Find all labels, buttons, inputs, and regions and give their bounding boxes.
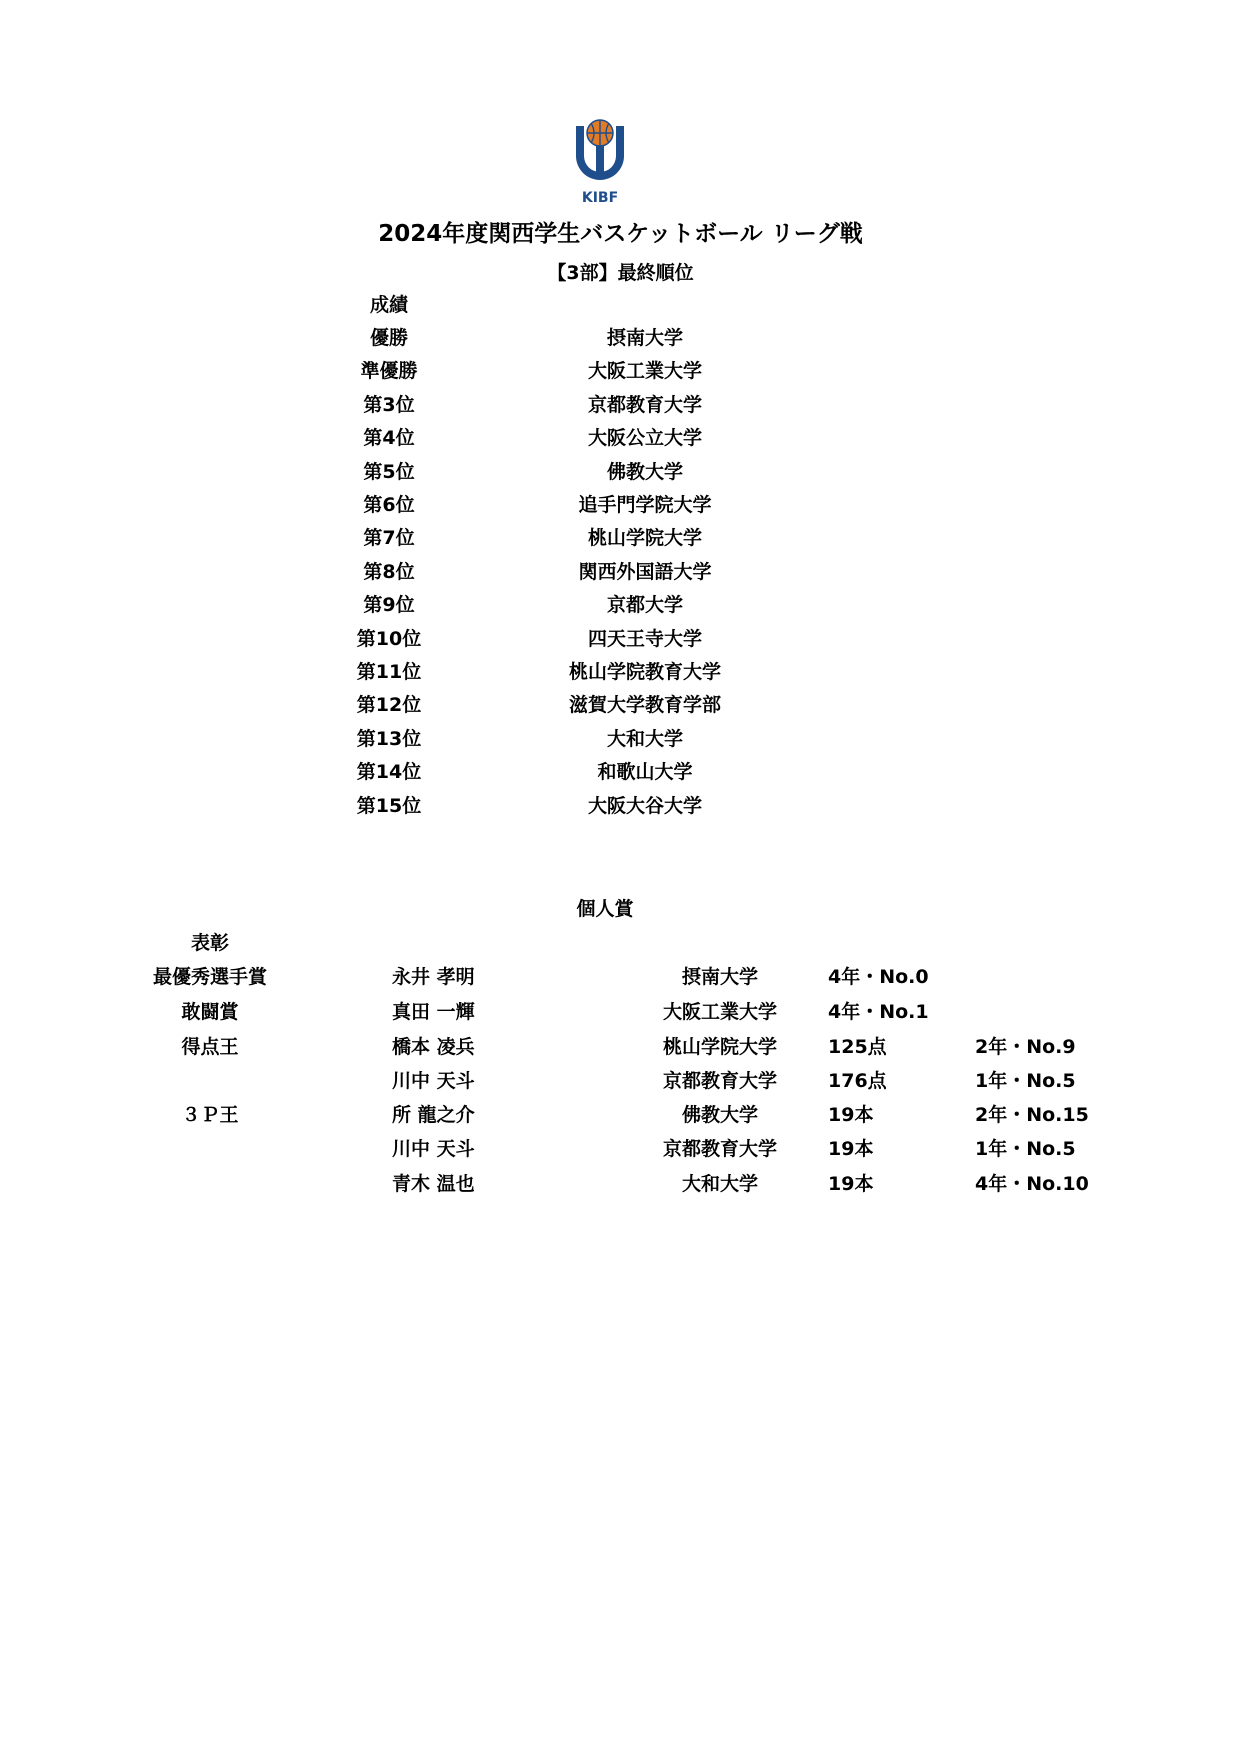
player-team: 大和大学 (681, 1173, 758, 1195)
player-detail: 4年・No.0 (828, 966, 929, 988)
award-name: 最優秀選手賞 (152, 966, 267, 988)
awards-header: 表彰 (190, 932, 229, 954)
standing-team: 大阪公立大学 (587, 427, 702, 449)
player-detail: 19本 (828, 1104, 874, 1126)
standing-team: 桃山学院教育大学 (568, 661, 721, 683)
standing-rank: 第3位 (363, 394, 415, 416)
player-name: 所 龍之介 (392, 1104, 475, 1126)
player-name: 永井 孝明 (392, 966, 475, 988)
standing-rank: 第10位 (356, 628, 422, 650)
page-title: 2024年度関西学生バスケットボール リーグ戦 (378, 221, 863, 247)
standing-team: 四天王寺大学 (587, 628, 702, 650)
standing-rank: 第8位 (363, 561, 415, 583)
player-name: 川中 天斗 (392, 1070, 475, 1092)
player-detail: 125点 (828, 1036, 887, 1058)
player-team: 京都教育大学 (662, 1138, 777, 1160)
standing-team: 関西外国語大学 (578, 561, 712, 583)
player-extra: 1年・No.5 (975, 1138, 1076, 1160)
player-team: 桃山学院大学 (662, 1036, 777, 1058)
player-detail: 176点 (828, 1070, 887, 1092)
player-extra: 2年・No.9 (975, 1036, 1076, 1058)
standing-team: 滋賀大学教育学部 (568, 694, 721, 716)
player-name: 真田 一輝 (392, 1001, 475, 1023)
player-team: 大阪工業大学 (662, 1001, 777, 1023)
kibf-logo (570, 118, 630, 206)
player-team: 佛教大学 (681, 1104, 758, 1126)
standing-rank: 第11位 (356, 661, 422, 683)
standings-header: 成績 (369, 294, 408, 316)
player-name: 青木 温也 (392, 1173, 475, 1195)
standing-rank: 第4位 (363, 427, 415, 449)
standing-team: 大和大学 (606, 728, 683, 750)
player-name: 川中 天斗 (392, 1138, 475, 1160)
standing-rank: 第5位 (363, 461, 415, 483)
player-detail: 19本 (828, 1173, 874, 1195)
player-team: 摂南大学 (681, 966, 758, 988)
page-subtitle: 【3部】最終順位 (547, 262, 694, 284)
logo-text: KIBF (581, 190, 619, 206)
standing-team: 追手門学院大学 (578, 494, 712, 516)
player-extra: 2年・No.15 (975, 1104, 1089, 1126)
standing-team: 京都教育大学 (587, 394, 702, 416)
standing-rank: 第6位 (363, 494, 415, 516)
awards-title: 個人賞 (576, 898, 634, 920)
award-name: 敢闘賞 (181, 1001, 239, 1023)
standing-rank: 準優勝 (360, 360, 418, 382)
player-name: 橋本 凌兵 (392, 1036, 475, 1058)
player-team: 京都教育大学 (662, 1070, 777, 1092)
player-detail: 19本 (828, 1138, 874, 1160)
player-extra: 1年・No.5 (975, 1070, 1076, 1092)
standing-team: 佛教大学 (606, 461, 683, 483)
standing-rank: 第12位 (356, 694, 422, 716)
player-extra: 4年・No.10 (975, 1173, 1089, 1195)
award-name: 得点王 (181, 1036, 239, 1058)
standing-rank: 第7位 (363, 527, 415, 549)
standing-rank: 優勝 (369, 327, 408, 349)
standing-team: 桃山学院大学 (587, 527, 702, 549)
standing-team: 京都大学 (606, 594, 683, 616)
standing-team: 大阪大谷大学 (587, 795, 702, 817)
standing-team: 大阪工業大学 (587, 360, 702, 382)
standing-team: 摂南大学 (606, 327, 683, 349)
player-detail: 4年・No.1 (828, 1001, 929, 1023)
standing-team: 和歌山大学 (597, 761, 693, 783)
standing-rank: 第15位 (356, 795, 422, 817)
standing-rank: 第14位 (356, 761, 422, 783)
kibf-logo-mark (570, 118, 630, 206)
award-name: ３Ｐ王 (181, 1104, 239, 1126)
standing-rank: 第9位 (363, 594, 415, 616)
standing-rank: 第13位 (356, 728, 422, 750)
